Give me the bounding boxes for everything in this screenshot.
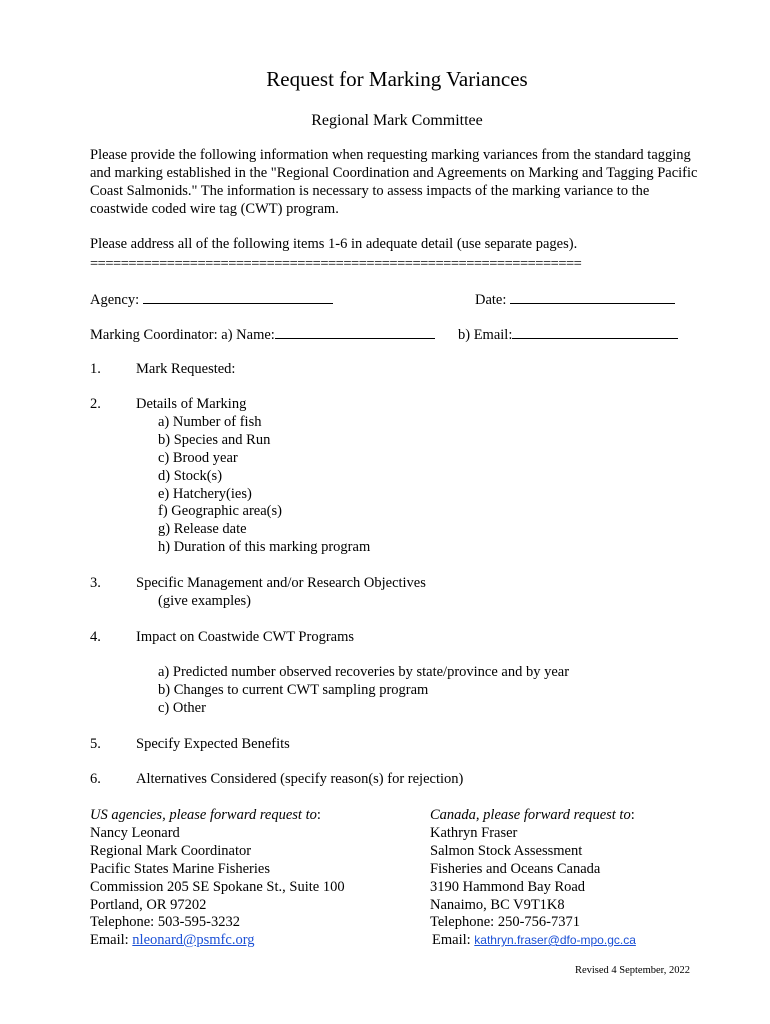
coordinator-name-field xyxy=(90,324,435,344)
us-contact-email-row xyxy=(90,931,255,949)
us-contact-name: Nancy Leonard xyxy=(90,825,180,841)
coordinator-name-input-line[interactable] xyxy=(275,324,435,339)
sub-item: e) Hatchery(ies) xyxy=(158,486,252,502)
sub-item: h) Duration of this marking program xyxy=(158,539,371,555)
ca-contact-heading: Canada, please forward request to: xyxy=(430,807,635,823)
coordinator-email-field xyxy=(458,324,678,344)
ca-email-link[interactable]: kathryn.fraser@dfo-mpo.gc.ca xyxy=(474,933,636,947)
sub-item: a) Number of fish xyxy=(158,414,262,430)
ca-email-label: Email: xyxy=(432,932,471,948)
date-field xyxy=(475,289,675,309)
ca-contact-phone: Telephone: 250-756-7371 xyxy=(430,914,580,930)
intro-paragraph: Please provide the following information when requesting marking variances from the standard tagging and marking established in the "Regional Coordination and Agreements on Marking and Tagging Pacific Coast Salmonids." The information is necessary to assess impacts of the marking variance to the coastwide coded wire tag (CWT) program. xyxy=(90,147,698,217)
us-contact-phone: Telephone: 503-595-3232 xyxy=(90,914,240,930)
sub-item: c) Other xyxy=(158,700,206,716)
sub-item: d) Stock(s) xyxy=(158,468,223,484)
agency-field xyxy=(90,289,333,309)
us-contact-title: Regional Mark Coordinator xyxy=(90,843,252,859)
item-label: Specific Management and/or Research Objectives xyxy=(136,575,426,591)
item-number: 4. xyxy=(90,629,101,645)
sub-item: c) Brood year xyxy=(158,450,238,466)
page-subtitle: Regional Mark Committee xyxy=(311,112,483,129)
us-email-label: Email: xyxy=(90,932,129,948)
date-input-line[interactable] xyxy=(510,289,675,304)
item-label: Impact on Coastwide CWT Programs xyxy=(136,629,355,645)
item-number: 3. xyxy=(90,575,101,591)
sub-item: a) Predicted number observed recoveries by state/province and by year xyxy=(158,664,570,680)
sub-item: g) Release date xyxy=(158,521,247,537)
us-contact-city: Portland, OR 97202 xyxy=(90,897,207,913)
separator-line: ================================================================ xyxy=(90,256,582,272)
ca-contact-address: 3190 Hammond Bay Road xyxy=(430,879,586,895)
coordinator-email-label: b) Email: xyxy=(458,327,513,343)
ca-contact-org: Fisheries and Oceans Canada xyxy=(430,861,601,877)
item-label: Specify Expected Benefits xyxy=(136,736,290,752)
ca-contact-city: Nanaimo, BC V9T1K8 xyxy=(430,897,565,913)
sub-item: f) Geographic area(s) xyxy=(158,503,282,519)
revision-footer: Revised 4 September, 2022 xyxy=(574,965,690,976)
us-email-link[interactable]: nleonard@psmfc.org xyxy=(132,932,255,948)
item-number: 5. xyxy=(90,736,101,752)
coordinator-email-input-line[interactable] xyxy=(512,324,678,339)
ca-contact-email-row xyxy=(432,931,636,949)
item-label: Alternatives Considered (specify reason(s) for rejection) xyxy=(136,771,464,787)
us-contact-address: Commission 205 SE Spokane St., Suite 100 xyxy=(90,879,345,895)
agency-label: Agency: xyxy=(90,292,140,308)
us-contact-heading: US agencies, please forward request to: xyxy=(90,807,321,823)
us-contact-org: Pacific States Marine Fisheries xyxy=(90,861,270,877)
item-number: 1. xyxy=(90,361,101,377)
item-label: Mark Requested: xyxy=(136,361,236,377)
item-label: Details of Marking xyxy=(136,396,247,412)
ca-contact-title: Salmon Stock Assessment xyxy=(430,843,583,859)
instruction-text: Please address all of the following items 1-6 in adequate detail (use separate pages). xyxy=(90,236,578,252)
agency-input-line[interactable] xyxy=(143,289,333,304)
date-label: Date: xyxy=(475,292,507,308)
item-number: 6. xyxy=(90,771,101,787)
item-number: 2. xyxy=(90,396,101,412)
sub-item: (give examples) xyxy=(158,593,252,609)
sub-item: b) Changes to current CWT sampling program xyxy=(158,682,429,698)
coordinator-name-label: Marking Coordinator: a) Name: xyxy=(90,327,275,343)
sub-item: b) Species and Run xyxy=(158,432,271,448)
page-title: Request for Marking Variances xyxy=(266,67,528,91)
ca-contact-name: Kathryn Fraser xyxy=(430,825,518,841)
